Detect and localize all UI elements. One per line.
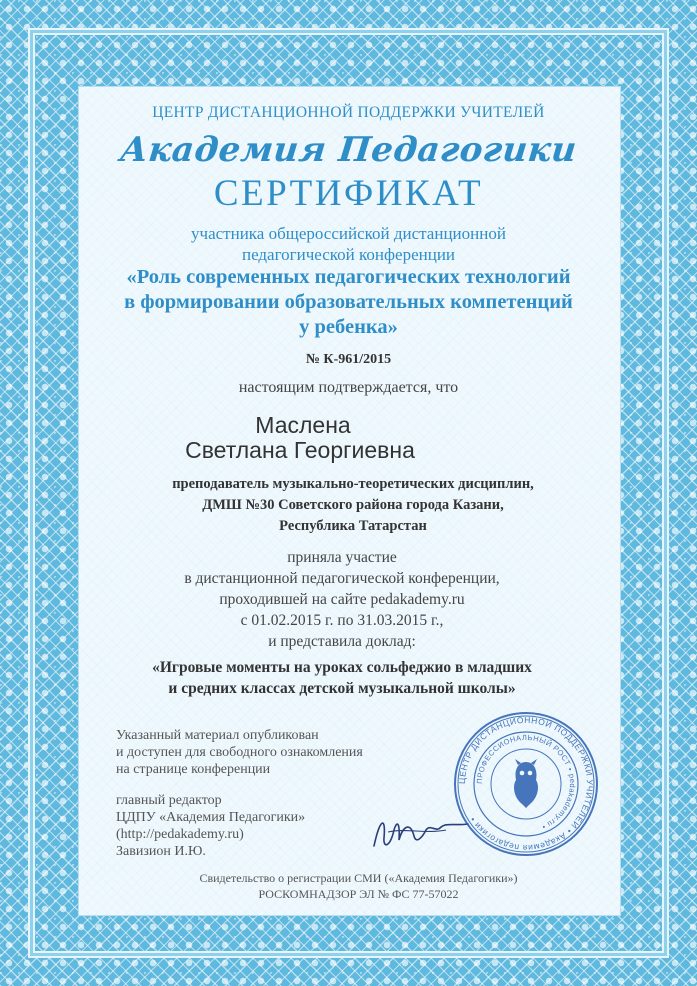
participation-line: и представила доклад: <box>268 633 416 650</box>
certificate-subtitle <box>0 223 697 265</box>
position-line: ДМШ №30 Советского района города Казани, <box>202 497 504 513</box>
report-line: «Игровые моменты на уроках сольфеджио в младших <box>152 659 532 676</box>
person-surname: Маслена <box>255 412 351 438</box>
publication-line: на странице конференции <box>116 762 271 777</box>
subtitle-line: участника общероссийской дистанционной <box>191 224 506 243</box>
confirm-text: настоящим подтверждается, что <box>238 379 459 396</box>
participation-line: проходившей на сайте pedakademy.ru <box>219 591 465 608</box>
certificate-number: № К-961/2015 <box>305 352 392 367</box>
editor-block <box>116 792 305 860</box>
conference-line: в формировании образовательных компетенций <box>124 291 573 313</box>
stamp-inner-text: ПРОФЕССИОНАЛЬНЫЙ РОСТ • pedakademy.ru • <box>474 732 578 832</box>
registration-info <box>10 870 697 902</box>
academy-logo: Академия Педагогики <box>118 130 579 170</box>
position-line: Республика Татарстан <box>279 518 427 534</box>
report-title <box>0 657 684 699</box>
participation-line: с 01.02.2015 г. по 31.03.2015 г., <box>240 612 444 629</box>
conference-line: у ребенка» <box>299 316 398 338</box>
conference-line: «Роль современных педагогических технологий <box>126 266 571 288</box>
editor-role: главный редактор <box>116 793 222 808</box>
stamp-outer-text: ЦЕНТР ДИСТАНЦИОННОЙ ПОДДЕРЖКИ УЧИТЕЛЕЙ • Академия педагогики • <box>456 714 596 854</box>
editor-org: ЦДПУ «Академия Педагогики» <box>116 810 306 825</box>
publication-line: Указанный материал опубликован <box>116 728 319 743</box>
editor-site: (http://pedakademy.ru) <box>116 827 244 842</box>
certificate-title: СЕРТИФИКАТ <box>213 173 484 214</box>
person-position <box>0 474 697 537</box>
registration-line: РОСКОМНАДЗОР ЭЛ № ФС 77-57022 <box>258 887 459 901</box>
registration-line: Свидетельство о регистрации СМИ («Академия Педагогики») <box>199 871 518 885</box>
editor-name: Завизион И.Ю. <box>116 844 206 859</box>
participation-line: приняла участие <box>287 549 397 566</box>
publication-line: и доступен для свободного ознакомления <box>116 745 363 760</box>
person-name: Светлана Георгиевна <box>185 437 415 463</box>
subtitle-line: педагогической конференции <box>241 245 456 264</box>
participation-text <box>0 547 684 652</box>
organization-name: ЦЕНТР ДИСТАНЦИОННОЙ ПОДДЕРЖКИ УЧИТЕЛЕЙ <box>152 104 545 121</box>
participation-line: в дистанционной педагогической конференции, <box>184 570 500 587</box>
conference-title <box>0 265 697 340</box>
owl-emblem <box>514 759 538 808</box>
position-line: преподаватель музыкально-теоретических дисциплин, <box>172 476 534 492</box>
stamp-seal-icon <box>452 710 600 858</box>
report-line: и средних классах детской музыкальной школы» <box>168 680 516 697</box>
publication-note <box>116 727 363 778</box>
